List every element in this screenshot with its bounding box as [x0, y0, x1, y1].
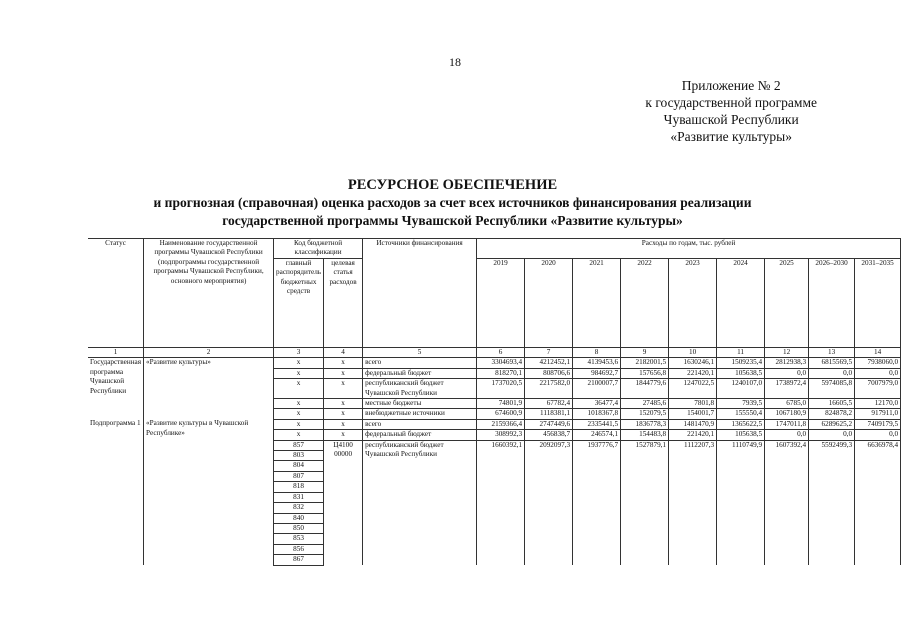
gr-code: 856: [274, 544, 324, 554]
column-number: 14: [855, 348, 901, 358]
title-line-3: государственной программы Чувашской Республики «Развитие культуры»: [222, 213, 683, 228]
gr-code: x: [274, 399, 324, 409]
value-cell: 7801,8: [669, 399, 717, 409]
value-cell: 0,0: [765, 430, 809, 440]
value-cell: 1481470,9: [669, 419, 717, 429]
value-cell: 2159366,4: [477, 419, 525, 429]
source-label: республиканский бюджет Чувашской Республики: [363, 379, 477, 399]
header-year: 2025: [765, 259, 809, 348]
value-cell: 0,0: [809, 368, 855, 378]
column-number: 3: [274, 348, 324, 358]
value-cell: 4139453,6: [573, 358, 621, 368]
header-year: 2024: [717, 259, 765, 348]
value-cell: 27485,6: [621, 399, 669, 409]
source-label: всего: [363, 419, 477, 429]
value-cell: 6289625,2: [809, 419, 855, 429]
cs-code-continuation: 00000: [334, 450, 353, 459]
value-cell: 456838,7: [525, 430, 573, 440]
table-row: [88, 358, 901, 368]
gr-code: 840: [274, 513, 324, 523]
value-cell: 2217582,0: [525, 379, 573, 399]
value-cell: 1509235,4: [717, 358, 765, 368]
gr-code: 807: [274, 471, 324, 481]
page-number: 18: [449, 55, 461, 69]
value-cell: 3304693,4: [477, 358, 525, 368]
value-cell: 984692,7: [573, 368, 621, 378]
cs-code: Ц4100 00000: [324, 440, 363, 461]
header-status: Статус: [88, 239, 144, 348]
value-cell: 157656,8: [621, 368, 669, 378]
value-cell: 0,0: [855, 368, 901, 378]
header-row: [88, 239, 901, 259]
value-cell: 105638,5: [717, 430, 765, 440]
header-year: 2023: [669, 259, 717, 348]
title-line-1: РЕСУРСНОЕ ОБЕСПЕЧЕНИЕ: [347, 177, 558, 193]
value-cell: 7938060,0: [855, 358, 901, 368]
value-cell: 2092097,3: [525, 440, 573, 565]
cs-code: x: [324, 358, 363, 368]
value-cell: 1240107,0: [717, 379, 765, 399]
value-cell: 808706,6: [525, 368, 573, 378]
appendix-line-2: к государственной программе: [645, 95, 817, 110]
value-cell: 155550,4: [717, 409, 765, 419]
gr-code: 831: [274, 492, 324, 502]
cs-code: x: [324, 419, 363, 429]
column-number: 5: [363, 348, 477, 358]
value-cell: 308992,3: [477, 430, 525, 440]
value-cell: 1112207,3: [669, 440, 717, 565]
gr-code: 832: [274, 503, 324, 513]
source-label: республиканский бюджет Чувашской Республики: [363, 440, 477, 461]
value-cell: 67782,4: [525, 399, 573, 409]
value-cell: 1110749,9: [717, 440, 765, 565]
value-cell: 5974085,8: [809, 379, 855, 399]
header-year: 2022: [621, 259, 669, 348]
value-cell: 1607392,4: [765, 440, 809, 565]
value-cell: 2100007,7: [573, 379, 621, 399]
column-number: 1: [88, 348, 144, 358]
value-cell: 1527879,1: [621, 440, 669, 565]
value-cell: 1747011,8: [765, 419, 809, 429]
value-cell: 7409179,5: [855, 419, 901, 429]
header-year: 2026–2030: [809, 259, 855, 348]
value-cell: 154001,7: [669, 409, 717, 419]
cs-code-blank: [324, 461, 363, 565]
column-number: 10: [669, 348, 717, 358]
value-cell: 16605,5: [809, 399, 855, 409]
header-name: Наименование государственной программы Чувашской Республики (подпрограммы государственной программы Чувашской Республики, основного мероприятия): [144, 239, 274, 348]
value-cell: 1738972,4: [765, 379, 809, 399]
value-cell: 1067180,9: [765, 409, 809, 419]
header-year: 2019: [477, 259, 525, 348]
gr-code: 850: [274, 523, 324, 533]
block2-subprogram-name: «Развитие культуры в Чувашской Республике»: [144, 419, 274, 565]
document-title: [0, 176, 905, 230]
column-number: 4: [324, 348, 363, 358]
value-cell: 6636978,4: [855, 440, 901, 565]
value-cell: 154483,8: [621, 430, 669, 440]
value-cell: 7007979,0: [855, 379, 901, 399]
gr-code: x: [274, 368, 324, 378]
appendix-line-3: Чувашской Республики: [663, 112, 799, 127]
gr-code: x: [274, 358, 324, 368]
gr-code: x: [274, 430, 324, 440]
block2-subprogram-status: Подпрограмма 1: [90, 419, 141, 428]
header-source: Источники финансирования: [363, 239, 477, 348]
value-cell: 6815569,5: [809, 358, 855, 368]
value-cell: 1630246,1: [669, 358, 717, 368]
header-expenses: Расходы по годам, тыс. рублей: [477, 239, 901, 259]
block1-program-status: Государственная программа Чувашской Республики: [90, 358, 142, 395]
value-cell: 1365622,5: [717, 419, 765, 429]
gr-code: 818: [274, 482, 324, 492]
gr-code: 857: [274, 440, 324, 450]
block1-program-name: «Развитие культуры»: [144, 358, 274, 419]
column-number: 11: [717, 348, 765, 358]
column-number: 12: [765, 348, 809, 358]
source-blank: [363, 461, 477, 565]
value-cell: 917911,0: [855, 409, 901, 419]
header-budget-code: Код бюджетной классификации: [274, 239, 363, 259]
value-cell: 105638,5: [717, 368, 765, 378]
header-gr: главный распорядитель бюджетных средств: [274, 259, 324, 348]
source-continuation: Чувашской Республики: [365, 450, 437, 459]
header-year: 2020: [525, 259, 573, 348]
column-number: 2: [144, 348, 274, 358]
value-cell: 0,0: [809, 430, 855, 440]
cs-code: x: [324, 409, 363, 419]
value-cell: 2812938,3: [765, 358, 809, 368]
gr-code: 853: [274, 534, 324, 544]
value-cell: 1937776,7: [573, 440, 621, 565]
column-number: 7: [525, 348, 573, 358]
value-cell: 2335441,5: [573, 419, 621, 429]
value-cell: 221420,1: [669, 368, 717, 378]
appendix-line-1: Приложение № 2: [681, 78, 781, 93]
value-cell: 0,0: [765, 368, 809, 378]
value-cell: 2747449,6: [525, 419, 573, 429]
column-numbers-row: [88, 348, 901, 358]
source-label: местные бюджеты: [363, 399, 477, 409]
column-number: 13: [809, 348, 855, 358]
value-cell: 2182001,5: [621, 358, 669, 368]
cs-code: x: [324, 368, 363, 378]
value-cell: 246574,1: [573, 430, 621, 440]
resource-table: [88, 238, 901, 566]
value-cell: 818270,1: [477, 368, 525, 378]
value-cell: 74801,9: [477, 399, 525, 409]
value-cell: 1118381,1: [525, 409, 573, 419]
value-cell: 674600,9: [477, 409, 525, 419]
source-label: федеральный бюджет: [363, 430, 477, 440]
header-cs: целевая статья расходов: [324, 259, 363, 348]
gr-code: x: [274, 379, 324, 399]
gr-code: x: [274, 409, 324, 419]
header-year: 2031–2035: [855, 259, 901, 348]
appendix-line-4: «Развитие культуры»: [670, 129, 792, 144]
value-cell: 5592499,3: [809, 440, 855, 565]
value-cell: 1660392,1: [477, 440, 525, 565]
value-cell: 7939,5: [717, 399, 765, 409]
value-cell: 152079,5: [621, 409, 669, 419]
value-cell: 824878,2: [809, 409, 855, 419]
value-cell: 6785,0: [765, 399, 809, 409]
table-row: [88, 419, 901, 429]
source-label: внебюджетные источники: [363, 409, 477, 419]
gr-code: 803: [274, 451, 324, 461]
column-number: 9: [621, 348, 669, 358]
column-number: 8: [573, 348, 621, 358]
title-line-2: и прогнозная (справочная) оценка расходов за счет всех источников финансирования реализации: [153, 195, 752, 210]
cs-code: x: [324, 399, 363, 409]
gr-code: 804: [274, 461, 324, 471]
value-cell: 12170,0: [855, 399, 901, 409]
value-cell: 1018367,8: [573, 409, 621, 419]
value-cell: 0,0: [855, 430, 901, 440]
source-label: федеральный бюджет: [363, 368, 477, 378]
cs-code: x: [324, 430, 363, 440]
appendix-note: [645, 77, 817, 145]
gr-code: 867: [274, 555, 324, 565]
gr-code: x: [274, 419, 324, 429]
value-cell: 1247022,5: [669, 379, 717, 399]
value-cell: 221420,1: [669, 430, 717, 440]
column-number: 6: [477, 348, 525, 358]
value-cell: 36477,4: [573, 399, 621, 409]
value-cell: 4212452,1: [525, 358, 573, 368]
value-cell: 1844779,6: [621, 379, 669, 399]
header-year: 2021: [573, 259, 621, 348]
cs-code: x: [324, 379, 363, 399]
value-cell: 1737020,5: [477, 379, 525, 399]
value-cell: 1836778,3: [621, 419, 669, 429]
source-label: всего: [363, 358, 477, 368]
